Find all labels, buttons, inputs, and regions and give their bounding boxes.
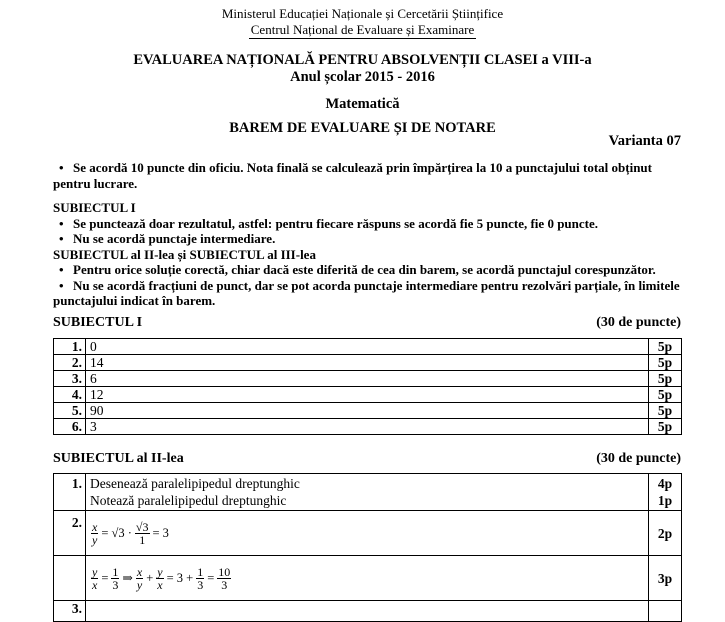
section2-header — [53, 451, 681, 467]
points-value: 5p — [649, 339, 682, 355]
question-number: 1. — [54, 474, 86, 511]
instruction-s23-head: SUBIECTUL al II-lea și SUBIECTUL al III-lea — [53, 246, 316, 262]
question-number: 1. — [54, 339, 86, 355]
question-number: 3. — [54, 601, 86, 622]
points-cell — [649, 474, 682, 511]
answer-cell: 12 — [86, 387, 649, 403]
barem-title: BAREM DE EVALUARE ȘI DE NOTARE — [229, 120, 496, 136]
section1-points: (30 de puncte) — [596, 315, 681, 330]
table-row — [54, 511, 682, 556]
table-row — [54, 387, 682, 403]
answer-cell — [86, 474, 649, 511]
points-cell — [649, 601, 682, 622]
points-value: 3p — [649, 556, 682, 601]
table-row — [54, 403, 682, 419]
answer-formula-2 — [86, 556, 649, 601]
instruction-s23-b2: • Nu se acordă fracțiuni de punct, dar se pot acorda punctaje intermediare pentru rezolvări parțiale, în limitele punctajului indicat în barem. — [53, 277, 680, 308]
ministry-name: Ministerul Educației Naționale și Cercetării Științifice — [221, 6, 504, 21]
answer-cell: 6 — [86, 371, 649, 387]
table-row — [54, 371, 682, 387]
points-value: 5p — [649, 355, 682, 371]
instruction-s1-b2: • Nu se acordă punctaje intermediare. — [59, 231, 276, 246]
exam-title — [0, 52, 725, 86]
table-row — [54, 339, 682, 355]
question-number: 4. — [54, 387, 86, 403]
answer-cell: 90 — [86, 403, 649, 419]
section2-title: SUBIECTUL al II-lea — [53, 451, 184, 466]
answer-cell: 3 — [86, 419, 649, 435]
instruction-s1-b1: • Se punctează doar rezultatul, astfel: pentru fiecare răspuns se acordă fie 5 puncte, fie 0 puncte. — [59, 215, 599, 231]
formula: $\frac{x}{y}$ = √3 · $\frac{√3}{1}$ = 3 — [92, 519, 169, 547]
instruction-s1-head: SUBIECTUL I — [53, 200, 136, 215]
points-value: 5p — [649, 387, 682, 403]
question-number: 6. — [54, 419, 86, 435]
question-number: 2. — [54, 355, 86, 371]
subject-title: Matematică — [325, 96, 400, 112]
question-number-empty — [54, 556, 86, 601]
answer-cell: 14 — [86, 355, 649, 371]
table-row — [54, 556, 682, 601]
answer-line: Desenează paralelipipedul dreptunghic — [90, 476, 300, 491]
center-name: Centrul Național de Evaluare și Examinare — [250, 22, 475, 37]
question-number: 5. — [54, 403, 86, 419]
table-row — [54, 419, 682, 435]
answer-formula-1 — [86, 511, 649, 556]
exam-title-line1: EVALUAREA NAȚIONALĂ PENTRU ABSOLVENȚII CLASEI a VIII-a — [133, 52, 592, 68]
school-year: Anul școlar 2015 - 2016 — [290, 69, 435, 85]
points-value: 5p — [649, 371, 682, 387]
section1-title: SUBIECTUL I — [53, 315, 143, 330]
points-value: 5p — [649, 419, 682, 435]
instruction-s23-b1: • Pentru orice soluție corectă, chiar dacă este diferită de cea din barem, se acordă punctajul corespunzător. — [59, 262, 656, 277]
section1-table — [53, 338, 682, 435]
points-value: 5p — [649, 403, 682, 419]
instruction-general: • Se acordă 10 puncte din oficiu. Nota finală se calculează prin împărțirea la 10 a punctajului total obținut pentru lucrare. — [53, 160, 652, 191]
table-row — [54, 355, 682, 371]
document-header — [0, 6, 725, 39]
points-value: 2p — [649, 511, 682, 556]
formula: $\frac{y}{x}$ = $\frac{1}{3}$ ⇒ $\frac{x}{y}$ + $\frac{y}{x}$ = 3 + $\frac{1}{3}$ = $\frac{10}{3}$ — [92, 564, 231, 592]
points-value: 4p — [657, 476, 673, 491]
section1-header — [53, 315, 681, 331]
variant-label: Varianta 07 — [608, 133, 681, 149]
answer-line: Notează paralelipipedul dreptunghic — [90, 493, 287, 508]
points-value: 1p — [657, 493, 673, 508]
table-row — [54, 474, 682, 511]
instructions — [53, 160, 681, 309]
question-number: 2. — [54, 511, 86, 556]
answer-cell: 0 — [86, 339, 649, 355]
question-number: 3. — [54, 371, 86, 387]
table-row — [54, 601, 682, 622]
answer-cell — [86, 601, 649, 622]
section2-points: (30 de puncte) — [596, 451, 681, 466]
